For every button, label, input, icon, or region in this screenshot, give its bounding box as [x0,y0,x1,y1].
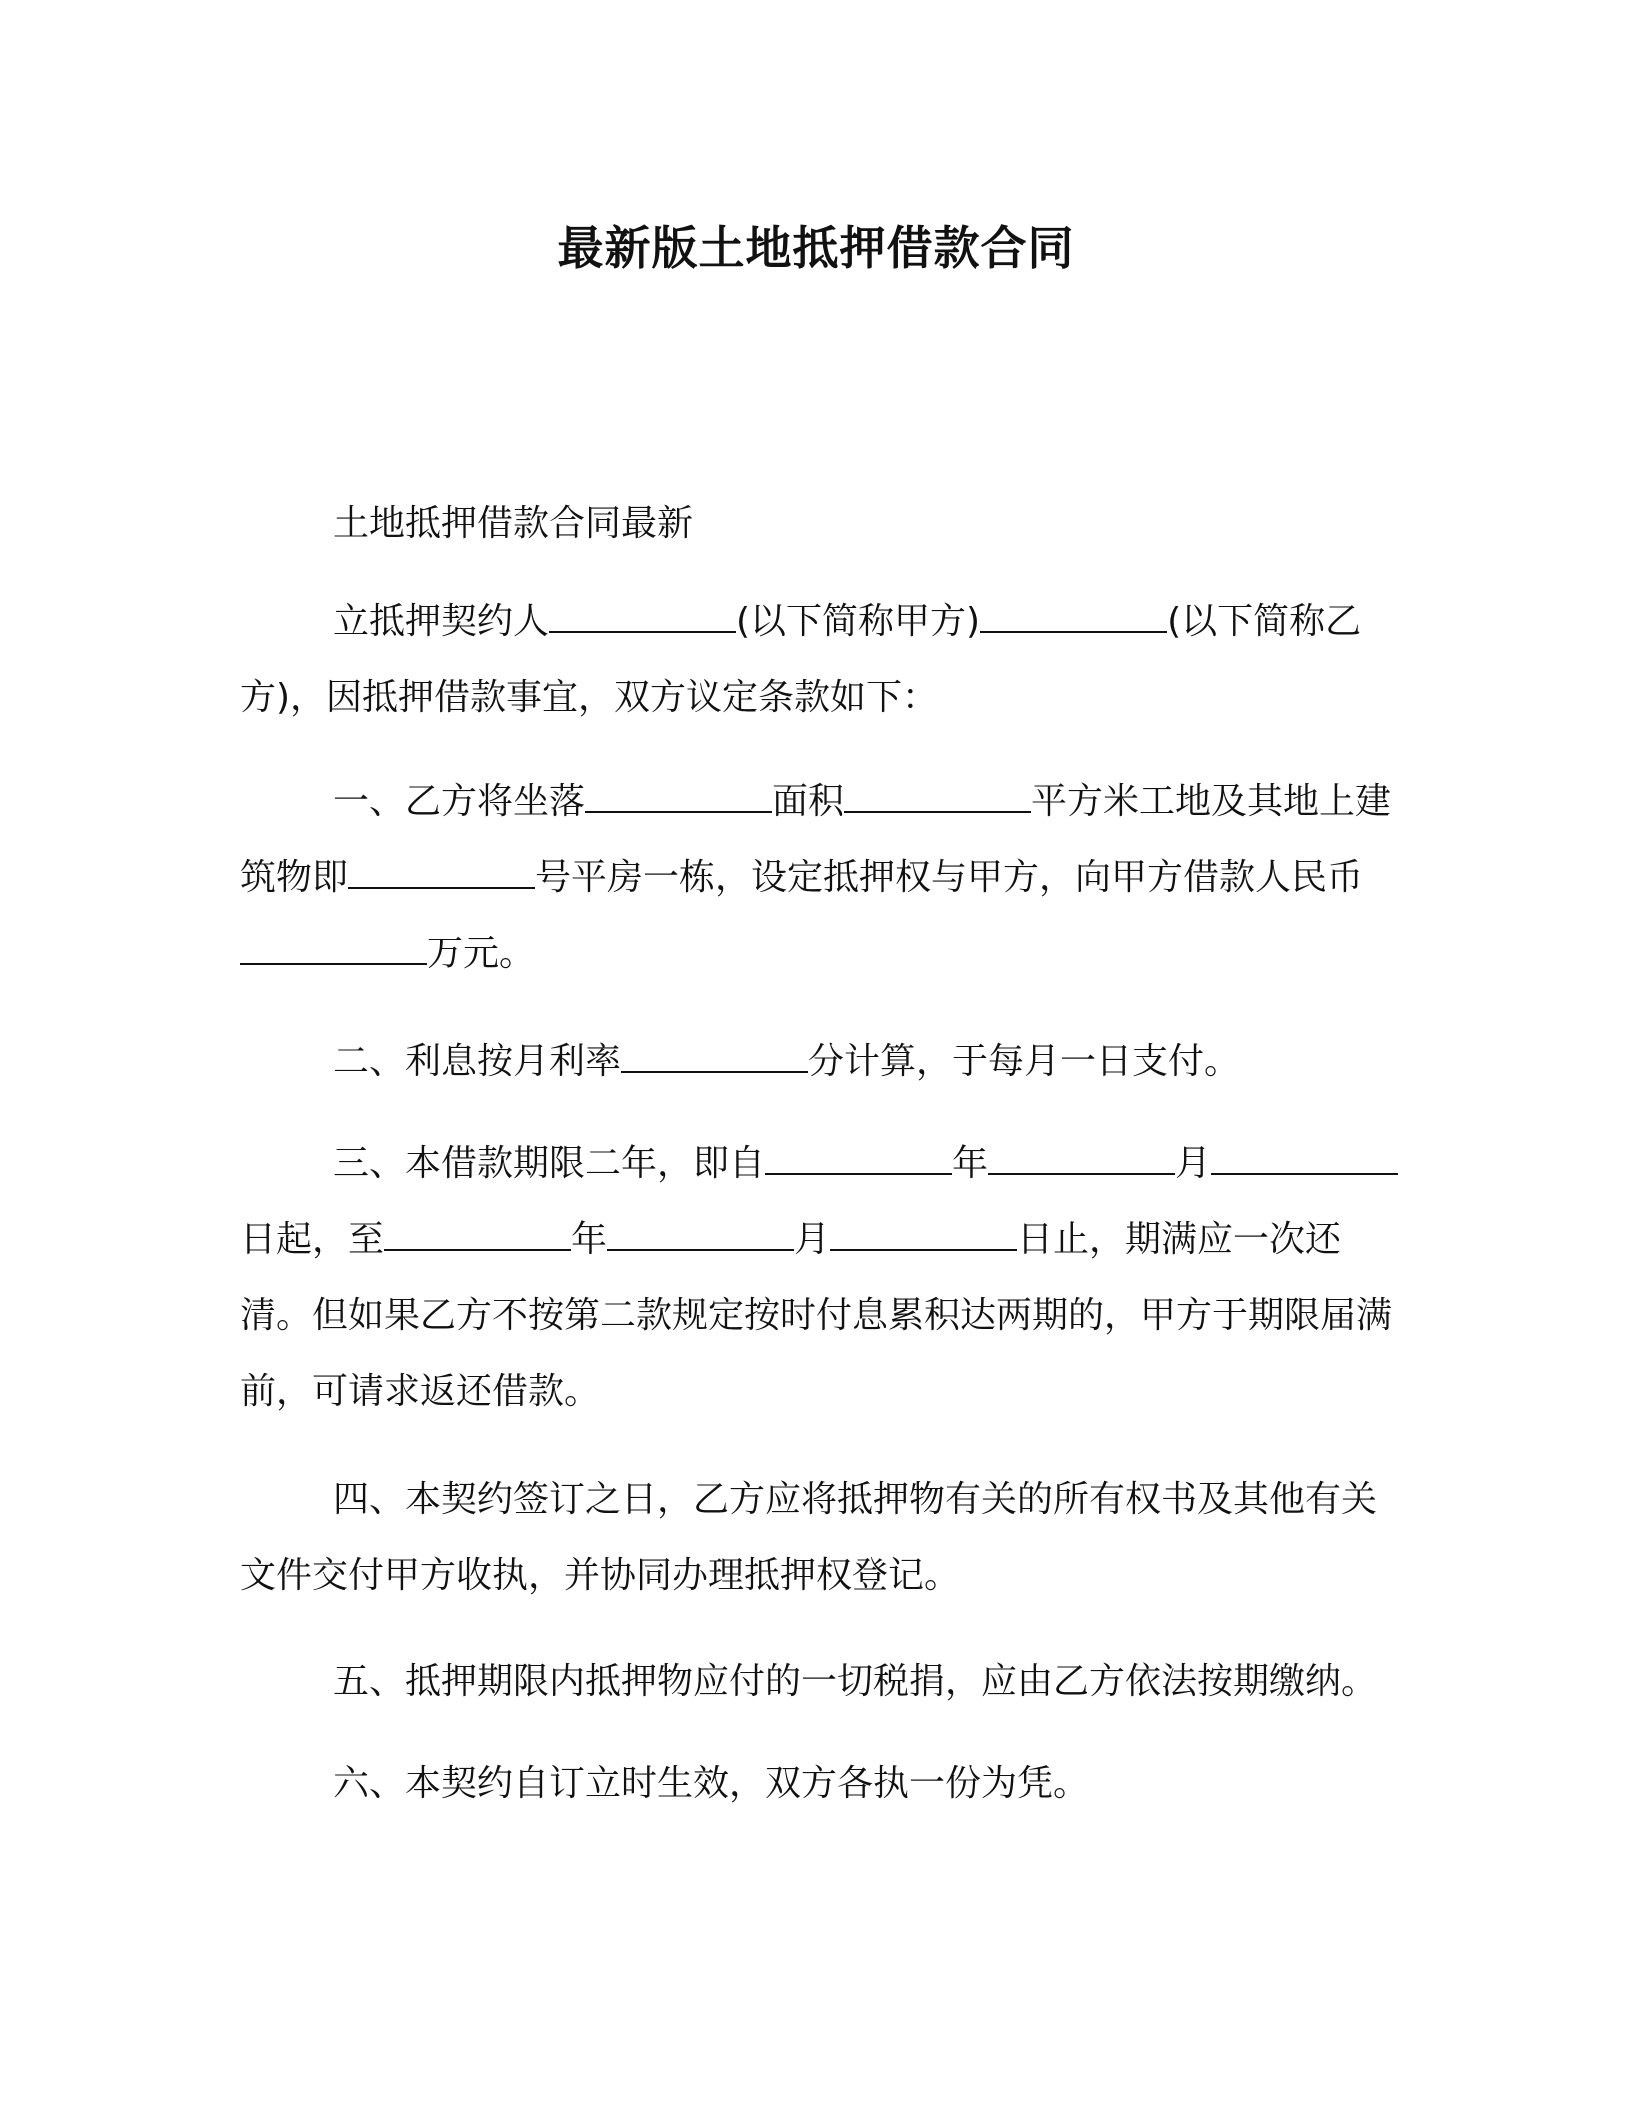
blank-field [844,781,1031,813]
blank-field [980,601,1167,633]
clause-3-text-6: 月 [794,1219,831,1260]
clause-3-text-3: 月 [1175,1143,1212,1184]
clause-2-text-1: 二、利息按月利率 [333,1041,622,1082]
clause-3-paragraph [240,1126,1400,1430]
clause-3-text-2: 年 [952,1143,989,1184]
clause-1-paragraph [240,764,1400,992]
blank-field [765,1143,952,1175]
clause-3-text-4: 日起，至 [240,1219,385,1260]
blank-field [549,601,736,633]
blank-field [621,1041,808,1073]
document-title: 最新版土地抵押借款合同 [557,221,1075,275]
blank-field [1211,1143,1398,1175]
clause-5-paragraph: 五、抵押期限内抵押物应付的一切税捐，应由乙方依法按期缴纳。 [333,1661,1378,1702]
document-subtitle: 土地抵押借款合同最新 [333,503,694,544]
blank-field [240,933,427,965]
blank-field [585,781,772,813]
blank-field [348,857,535,889]
preamble-text-1: 立抵押契约人 [333,601,550,642]
blank-field [830,1219,1017,1251]
clause-1-text-1: 一、乙方将坐落 [333,781,586,822]
clause-3-text-5: 年 [571,1219,608,1260]
preamble-text-2: (以下简称甲方) [736,601,981,642]
blank-field [988,1143,1175,1175]
clause-6-paragraph: 六、本契约自订立时生效，双方各执一份为凭。 [333,1763,1090,1804]
preamble-text-3: (以下简称乙方)，因抵押借款事宜，双方议定条款如下： [240,601,1362,718]
clause-2-paragraph [240,1024,1400,1100]
blank-field [384,1219,571,1251]
clause-1-text-4: 号平房一栋，设定抵押权与甲方，向甲方借款人民币 [535,857,1364,898]
clause-3-text-7: 日止，期满应一次还清。但如果乙方不按第二款规定按时付息累积达两期的，甲方于期限届满前，可请求返还借款。 [240,1219,1393,1412]
clause-3-text-1: 三、本借款期限二年，即自 [333,1143,766,1184]
preamble-paragraph [240,584,1400,736]
clause-4-paragraph: 四、本契约签订之日，乙方应将抵押物有关的所有权书及其他有关文件交付甲方收执，并协同办理抵押权登记。 [240,1479,1378,1596]
blank-field [607,1219,794,1251]
clause-1-text-5: 万元。 [427,933,536,974]
clause-1-text-2: 面积 [772,781,845,822]
clause-1-text-3: 平方米工地及其地上建筑物即 [240,781,1392,898]
clause-2-text-2: 分计算，于每月一日支付。 [808,1041,1241,1082]
